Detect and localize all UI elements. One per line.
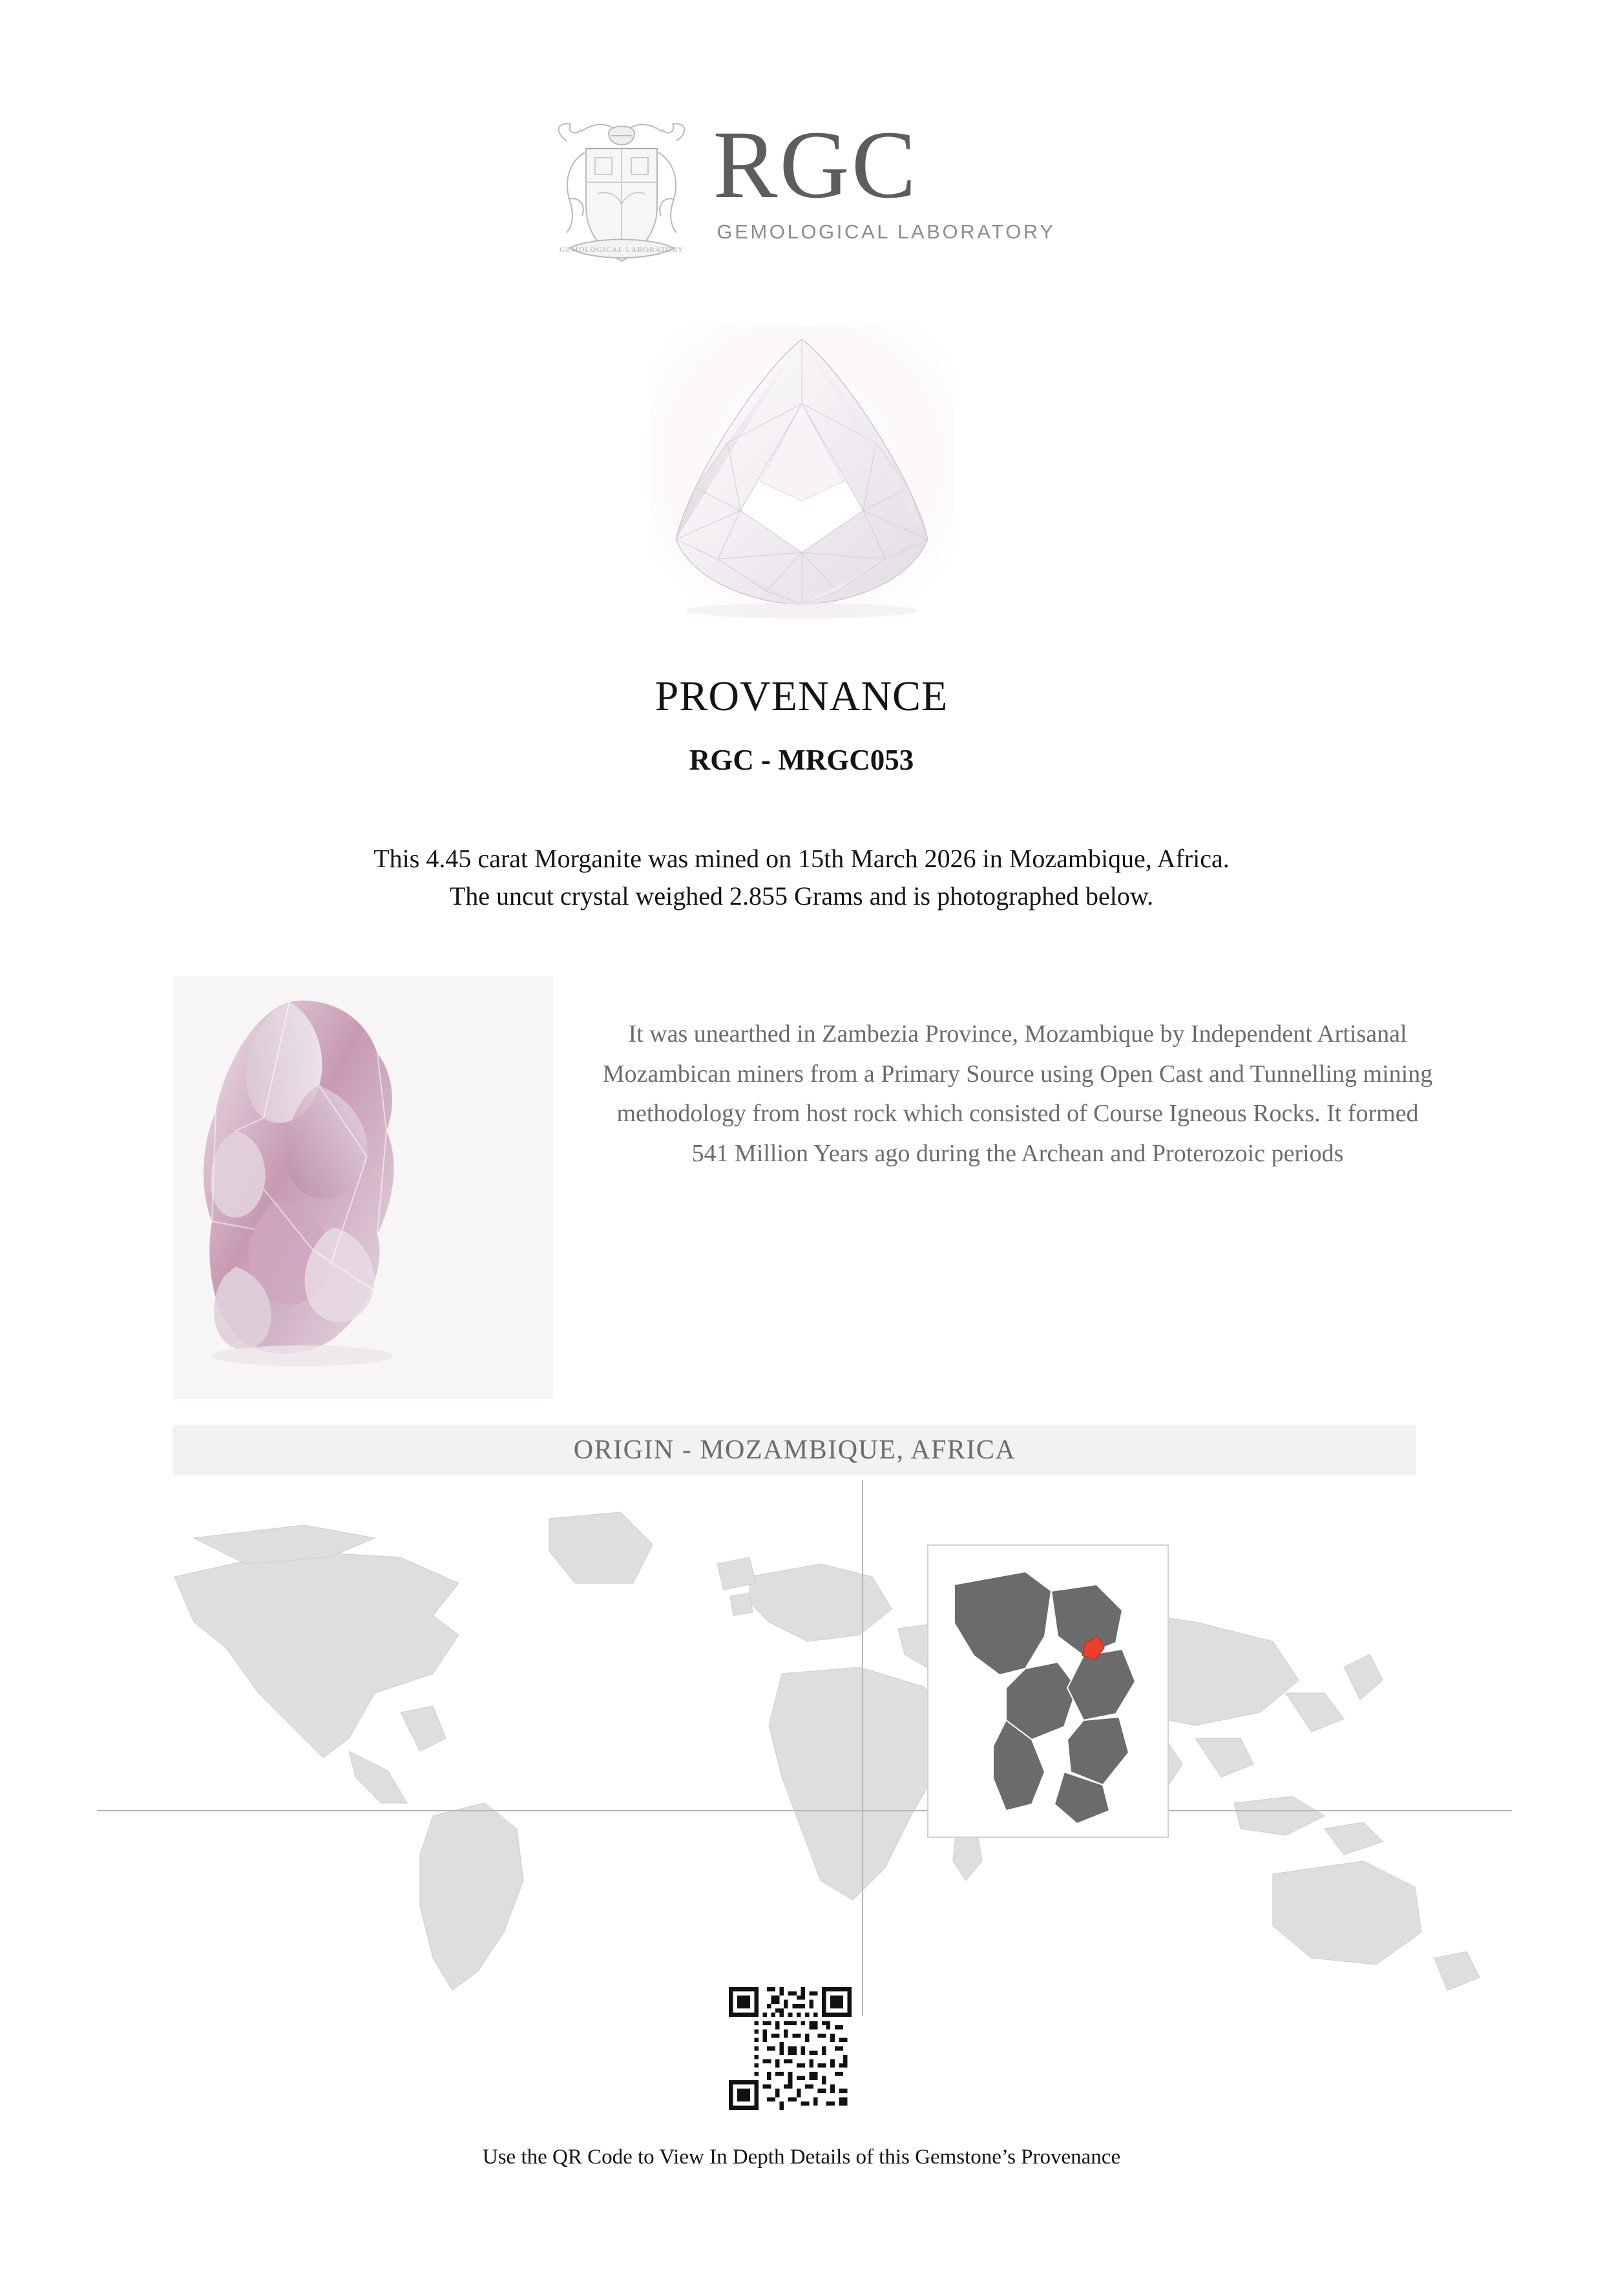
page-title: PROVENANCE <box>655 673 948 720</box>
intro-line-2: The uncut crystal weighed 2.855 Grams and is photographed below. <box>449 881 1154 911</box>
mozambique-country-inset <box>927 1544 1169 1838</box>
provenance-description: It was unearthed in Zambezia Province, Mozambique by Independent Artisanal Mozambican miners from a Primary Source using Open Cast and Tunnelling mining methodology from host rock which consisted of Course Igneous Rocks. It formed 541 Million Years ago during the Archean and Proterozoic periods <box>602 1020 1433 1167</box>
brand-header <box>0 110 1603 271</box>
world-map-silhouette <box>97 1480 1512 2016</box>
cut-gemstone-photo <box>650 326 954 624</box>
intro-text <box>0 840 1603 915</box>
rough-crystal-photo <box>173 976 553 1399</box>
logo <box>547 110 1055 271</box>
logo-text <box>713 110 1055 244</box>
svg-text:GEMOLOGICAL LABORATORY: GEMOLOGICAL LABORATORY <box>560 245 684 254</box>
brand-name: RGC <box>713 111 918 218</box>
qr-code[interactable] <box>729 1987 852 2110</box>
qr-caption: Use the QR Code to View In Depth Details of this Gemstone’s Provenance <box>482 2145 1121 2169</box>
certificate-reference: RGC - MRGC053 <box>689 744 914 776</box>
origin-band: ORIGIN - MOZAMBIQUE, AFRICA <box>173 1425 1416 1475</box>
brand-tagline: GEMOLOGICAL LABORATORY <box>717 220 1056 243</box>
intro-line-1: This 4.45 carat Morganite was mined on 15th March 2026 in Mozambique, Africa. <box>373 844 1230 873</box>
heraldic-crest-icon <box>547 110 696 271</box>
